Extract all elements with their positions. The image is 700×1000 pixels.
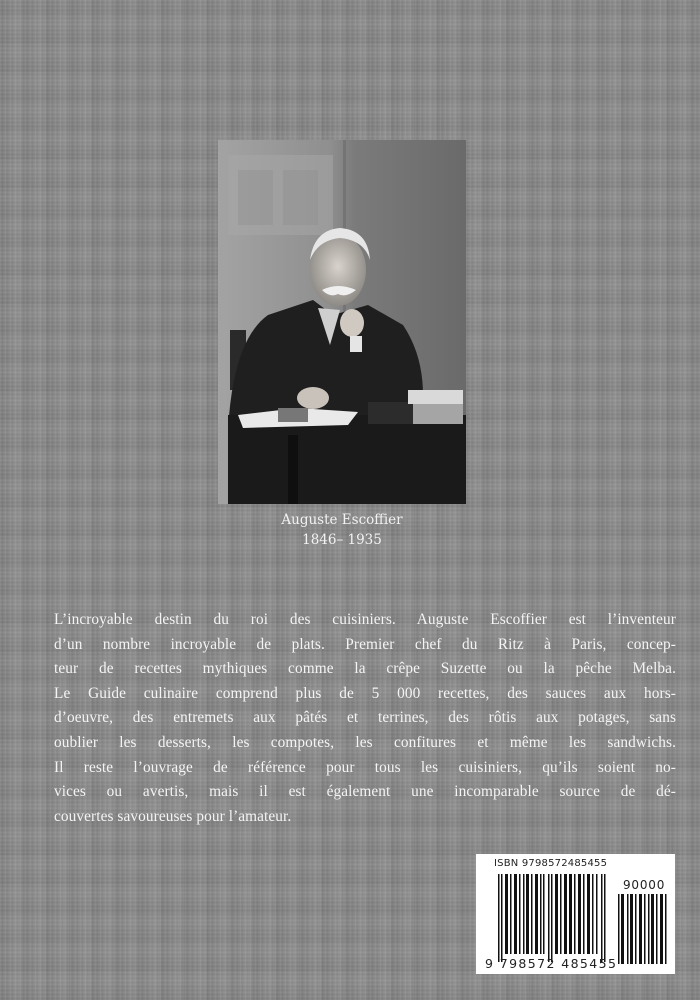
isbn-label: ISBN 9798572485455 xyxy=(494,858,608,869)
blurb-paragraph xyxy=(54,608,676,829)
blurb-line: d’un nombre incroyable de plats. Premier chef du Ritz à Paris, concep- xyxy=(54,635,676,653)
caption-dates: 1846– 1935 xyxy=(302,532,382,548)
blurb-line: Il reste l’ouvrage de référence pour tous les cuisiniers, qu’ils soient no- xyxy=(54,758,676,776)
ean13-bars xyxy=(498,874,606,962)
price-addon-digits: 90000 xyxy=(623,878,666,892)
caption-name: Auguste Escoffier xyxy=(281,512,403,528)
blurb-line: Le Guide culinaire comprend plus de 5 000 recettes, des sauces aux hors- xyxy=(54,684,676,702)
portrait-caption xyxy=(218,510,466,550)
blurb-line: L’incroyable destin du roi des cuisiniers. Auguste Escoffier est l’inventeur xyxy=(54,611,676,628)
blurb-line: d’oeuvre, des entremets aux pâtés et terrines, des rôtis aux potages, sans xyxy=(54,709,676,727)
addon-bars xyxy=(618,894,668,964)
portrait-photo xyxy=(218,140,466,504)
blurb-line: oublier les desserts, les compotes, les confitures et même les sandwichs. xyxy=(54,733,676,751)
blurb-line: teur de recettes mythiques comme la crêpe Suzette ou la pêche Melba. xyxy=(54,660,676,678)
escoffier-portrait-image xyxy=(218,140,466,504)
blurb-line: vices ou avertis, mais il est également une incomparable source de dé- xyxy=(54,783,676,801)
ean-digits: 9 798572 485455 xyxy=(485,956,618,971)
blurb-line: couvertes savoureuses pour l’amateur. xyxy=(54,807,292,825)
isbn-barcode xyxy=(476,854,675,974)
